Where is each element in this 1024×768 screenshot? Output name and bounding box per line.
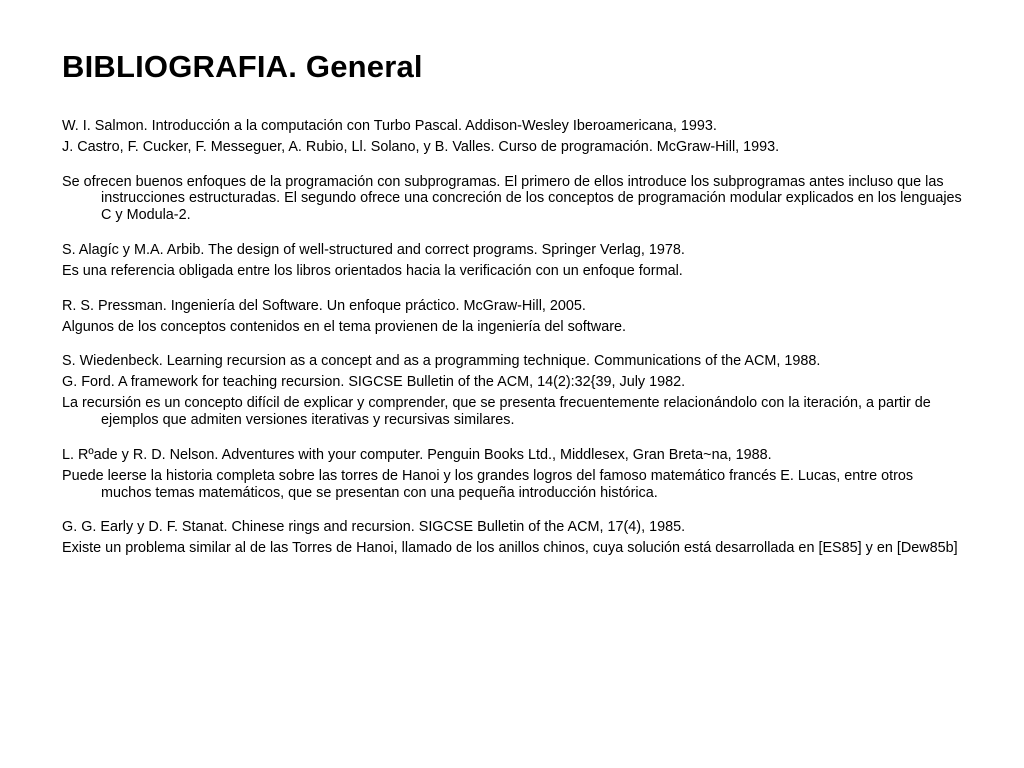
bibliography-paragraph: Algunos de los conceptos contenidos en el tema provienen de la ingeniería del software. [62, 318, 626, 335]
bibliography-paragraph: Existe un problema similar al de las Torres de Hanoi, llamado de los anillos chinos, cuya solución está desarrollada en [ES85] y en [Dew85b] [62, 540, 958, 557]
bibliography-paragraph: Se ofrecen buenos enfoques de la programación con subprogramas. El primero de ellos introduce los subprogramas antes incluso que las instrucciones estructuradas. El segundo ofrece una concreción de los conceptos de programación modular explicados en los lenguajes C y Modula-2. [62, 173, 962, 224]
bibliography-paragraph: S. Wiedenbeck. Learning recursion as a concept and as a programming technique. Communications of the ACM, 1988. [62, 353, 821, 370]
bibliography-paragraph: G. G. Early y D. F. Stanat. Chinese rings and recursion. SIGCSE Bulletin of the ACM, 17(4), 1985. [62, 519, 686, 536]
bibliography-paragraph: G. Ford. A framework for teaching recursion. SIGCSE Bulletin of the ACM, 14(2):32{39, July 1982. [62, 374, 686, 391]
bibliography-paragraph: Es una referencia obligada entre los libros orientados hacia la verificación con un enfoque formal. [62, 262, 683, 279]
bibliography-paragraph: J. Castro, F. Cucker, F. Messeguer, A. Rubio, Ll. Solano, y B. Valles. Curso de programación. McGraw-Hill, 1993. [62, 139, 780, 156]
bibliography-paragraph: S. Alagíc y M.A. Arbib. The design of well-structured and correct programs. Springer Verlag, 1978. [62, 241, 685, 258]
bibliography-paragraph: W. I. Salmon. Introducción a la computación con Turbo Pascal. Addison-Wesley Iberoamericana, 1993. [62, 118, 717, 134]
bibliography-list [62, 118, 962, 562]
bibliography-paragraph: Puede leerse la historia completa sobre las torres de Hanoi y los grandes logros del famoso matemático francés E. Lucas, entre otros muchos temas matemáticos, que se presentan con una pequeña introducción histórica. [62, 467, 914, 501]
bibliography-paragraph: L. Rºade y R. D. Nelson. Adventures with your computer. Penguin Books Ltd., Middlesex, Gran Breta~na, 1988. [62, 446, 772, 463]
bibliography-paragraph: R. S. Pressman. Ingeniería del Software. Un enfoque práctico. McGraw-Hill, 2005. [62, 297, 586, 314]
bibliography-paragraph: La recursión es un concepto difícil de explicar y comprender, que se presenta frecuentemente relacionándolo con la iteración, a partir de ejemplos que admiten versiones iterativas y recursivas similares. [62, 395, 931, 429]
slide-title: BIBLIOGRAFIA. General [62, 49, 423, 84]
